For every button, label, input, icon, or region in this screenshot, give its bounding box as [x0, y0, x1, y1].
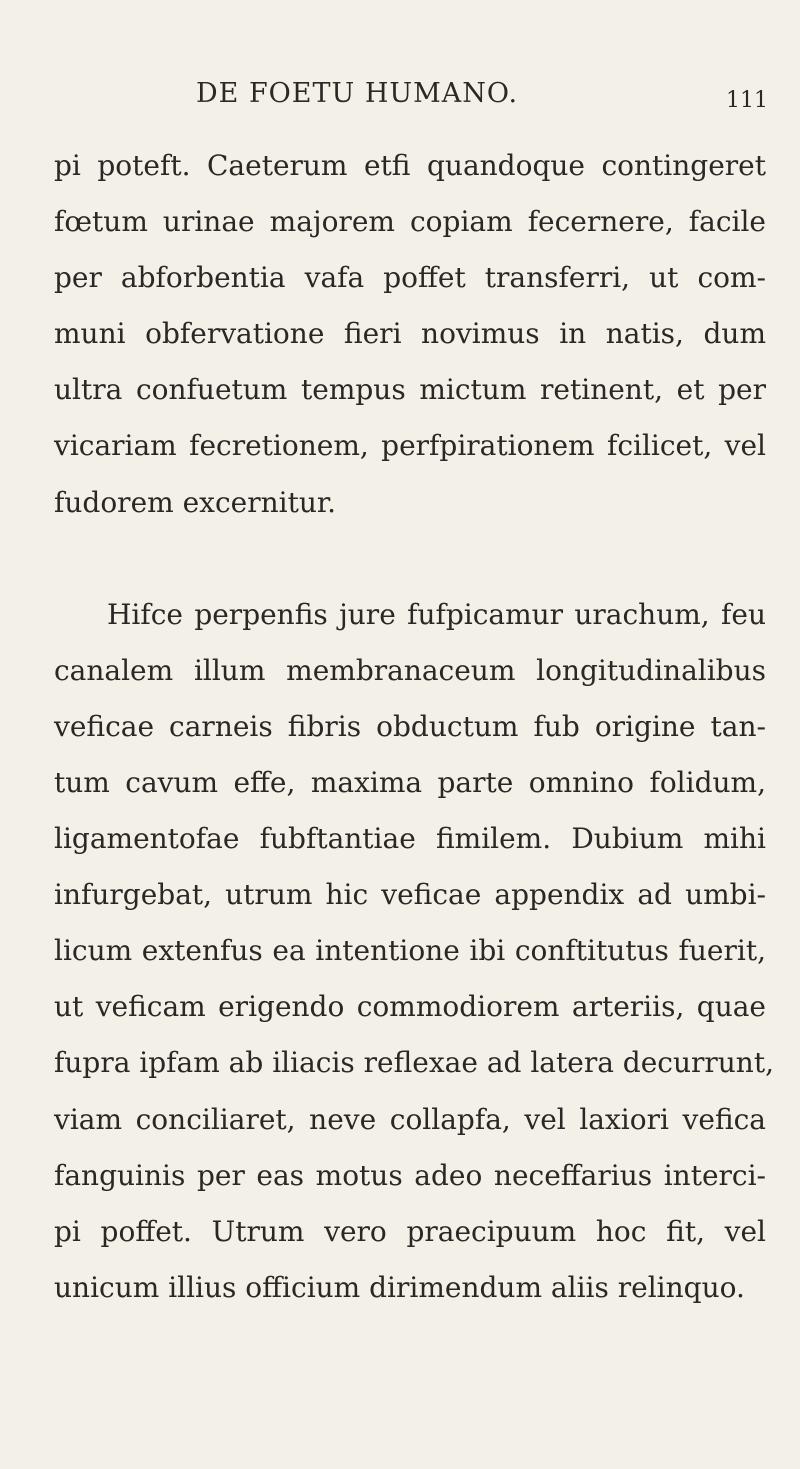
text-line: unicum illius officium dirimendum aliis relinquo. — [54, 1270, 745, 1304]
text-line: muni obfervatione fieri novimus in natis, dum — [54, 317, 766, 351]
text-line: vicariam fecretionem, perfpirationem fcilicet, vel — [54, 429, 766, 463]
text-line: viam conciliaret, neve collapfa, vel laxiori vefica — [54, 1102, 766, 1136]
text-line: canalem illum membranaceum longitudinalibus — [54, 653, 766, 687]
paragraph-gap — [54, 531, 766, 587]
text-line: fupra ipfam ab iliacis reflexae ad latera decurrunt, — [54, 1046, 774, 1080]
text-line: veficae carneis fibris obductum fub origine tan- — [54, 709, 766, 743]
text-line: fœtum urinae majorem copiam fecernere, facile — [54, 205, 766, 239]
running-head — [0, 78, 800, 118]
paragraph-1 — [54, 138, 766, 531]
text-line: per abforbentia vafa poffet transferri, ut com- — [54, 261, 766, 295]
text-line: licum extenfus ea intentione ibi conftitutus fuerit, — [54, 934, 766, 968]
text-line: fudorem excernitur. — [54, 485, 337, 519]
paragraph-2 — [54, 587, 774, 1316]
text-line: tum cavum effe, maxima parte omnino folidum, — [54, 765, 766, 799]
text-line: pi poteft. Caeterum etfi quandoque contingeret — [54, 149, 766, 182]
text-line: ultra confuetum tempus mictum retinent, et per — [54, 373, 766, 407]
text-line: Hifce perpenfis jure fufpicamur urachum, feu — [107, 597, 766, 631]
text-line: pi poffet. Utrum vero praecipuum hoc fit, vel — [54, 1214, 766, 1248]
page-number: 111 — [726, 88, 768, 113]
text-line: ligamentofae fubftantiae fimilem. Dubium mihi — [54, 822, 766, 856]
text-line: infurgebat, utrum hic veficae appendix ad umbi- — [54, 878, 766, 912]
text-line: ut veficam erigendo commodiorem arteriis, quae — [54, 990, 766, 1024]
text-line: fanguinis per eas motus adeo neceffarius interci- — [54, 1158, 766, 1192]
running-title: DE FOETU HUMANO. — [196, 78, 519, 109]
body-text — [54, 138, 774, 1316]
